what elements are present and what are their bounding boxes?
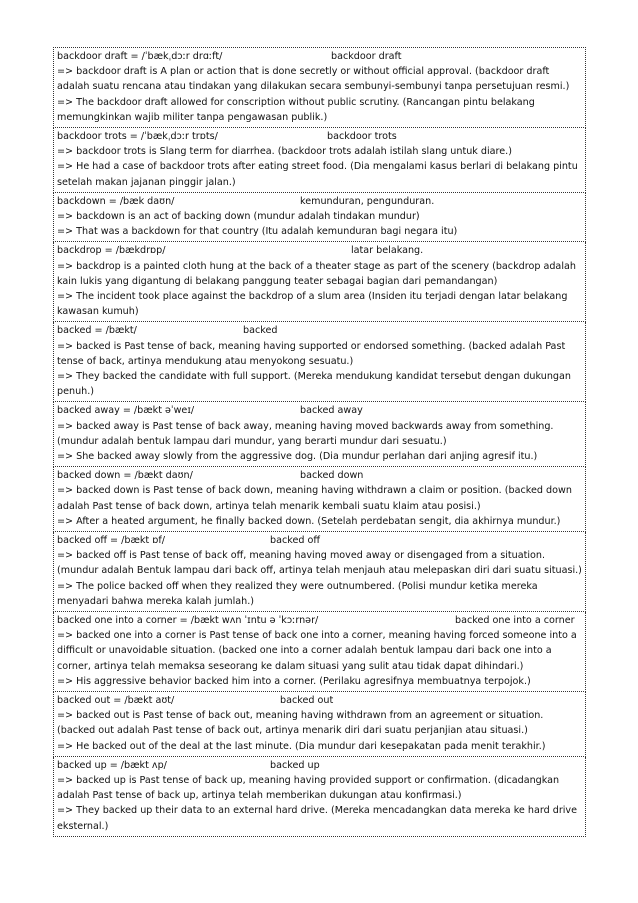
entry-translation: backed out [280,694,334,706]
entry-translation: backed up [270,759,320,771]
entry-definition: => backdoor draft is A plan or action that is done secretly or without official approval. (backdoor draft adalah suatu rencana atau tindakan yang dilakukan secara sembunyi-sembunyi tanpa persetujuan resmi.) [57,66,570,93]
entry-header [57,758,582,773]
entry-example: => After a heated argument, he finally backed down. (Setelah perdebatan sengit, dia akhirnya mundur.) [57,515,561,527]
entry-backdown [53,193,586,243]
entry-term: backdrop = /bækdrɒp/ [57,245,166,257]
entry-backdoor-trots [53,128,586,193]
entry-example: => The incident took place against the backdrop of a slum area (Insiden itu terjadi dengan latar belakang kawasan kumuh) [57,290,568,318]
entry-header [57,194,582,209]
entry-header [57,403,582,418]
entry-example: => He backed out of the deal at the last minute. (Dia mundur dari kesepakatan pada menit terakhir.) [57,740,546,752]
entry-term: backdoor trots = /ˈbækˌdɔːr trɒts/ [57,131,218,142]
entry-definition: => backed one into a corner is Past tense of back one into a corner, meaning having forced someone into a difficult or unavoidable situation. (backed one into a corner adalah bentuk lampau dari back one into a corner, artinya telah memaksa seseorang ke dalam situasi yang sulit atau tidak dapat dihindari.) [57,630,577,672]
entry-definition: => backed off is Past tense of back off, meaning having moved away or disengaged from a situation. (mundur adalah Bentuk lampau dari back off, artinya telah menjauh atau melepaskan diri dari suatu situasi.) [57,550,582,577]
entry-example: => The backdoor draft allowed for conscription without public scrutiny. (Rancangan pintu belakang memungkinkan wajib militer tanpa pengawasan publik.) [57,96,535,123]
vocabulary-page [53,47,586,837]
entry-term: backed off = /bækt ɒf/ [57,534,165,546]
entry-term: backed one into a corner = /bækt wʌn ˈɪntu ə ˈkɔːrnər/ [57,614,319,626]
entry-header [57,243,582,258]
entry-header [57,693,582,708]
entry-example: => His aggressive behavior backed him into a corner. (Perilaku agresifnya membuatnya terpojok.) [57,675,531,687]
entry-definition: => backed out is Past tense of back out, meaning having withdrawn from an agreement or situation. (backed out adalah Past tense of back out, artinya menarik diri dari suatu perjanjian atau situasi.) [57,710,544,737]
entry-header [57,468,582,483]
entry-term: backdoor draft = /ˈbækˌdɔːr drɑːft/ [57,51,223,62]
entry-translation: kemunduran, pengunduran. [300,195,435,207]
entry-definition: => backed up is Past tense of back up, meaning having provided support or confirmation. (dicadangkan adalah Past tense of back up, artinya telah memberikan dukungan atau konfirmasi.) [57,774,560,802]
entry-backed-out [53,692,586,757]
entry-header [57,129,582,144]
entry-example: => That was a backdown for that country (Itu adalah kemunduran bagi negara itu) [57,226,458,238]
entry-term: backed up = /bækt ʌp/ [57,759,167,771]
entry-header [57,613,582,628]
entry-translation: backed [243,325,278,337]
entry-term: backed down = /bækt daʊn/ [57,470,193,482]
entry-translation: backdoor trots [327,131,397,142]
entry-definition: => backdrop is a painted cloth hung at the back of a theater stage as part of the scenery (backdrop adalah kain lukis yang digantung di belakang panggung teater sebagai bagian dari pemandangan) [57,260,576,287]
entry-term: backed away = /bækt əˈweɪ/ [57,405,195,417]
entry-example: => They backed up their data to an external hard drive. (Mereka mencadangkan data mereka ke hard drive eksternal.) [57,805,578,832]
entry-backed-off [53,532,586,612]
entry-backed-up [53,757,586,837]
entry-header [57,533,582,548]
entry-translation: backed away [300,405,363,417]
entry-backed-one-into-a-corner [53,612,586,692]
entry-translation: backed down [300,470,364,482]
entry-header [57,49,582,64]
entry-definition: => backed is Past tense of back, meaning having supported or endorsed something. (backed adalah Past tense of back, artinya mendukung atau menyokong sesuatu.) [57,340,566,367]
entry-header [57,323,582,338]
entry-backed-down [53,467,586,532]
entry-term: backed = /bækt/ [57,325,137,337]
entry-backed [53,322,586,402]
entry-backdoor-draft [53,47,586,128]
entry-translation: backed one into a corner [455,614,575,626]
entry-backdrop [53,242,586,322]
entry-definition: => backed away is Past tense of back away, meaning having moved backwards away from something. (mundur adalah bentuk lampau dari mundur, yang berarti mundur dari sesuatu.) [57,420,554,447]
entry-term: backed out = /bækt aʊt/ [57,694,175,706]
entry-translation: latar belakang. [351,245,424,257]
entry-definition: => backdoor trots is Slang term for diarrhea. (backdoor trots adalah istilah slang untuk diare.) [57,146,512,158]
entry-example: => She backed away slowly from the aggressive dog. (Dia mundur perlahan dari anjing agresif itu.) [57,450,538,462]
entry-translation: backed off [270,534,320,546]
entry-definition: => backed down is Past tense of back down, meaning having withdrawn a claim or position. (backed down adalah Past tense of back down, artinya telah menarik kembali suatu klaim atau posisi.) [57,485,572,512]
entry-term: backdown = /bæk daʊn/ [57,195,175,207]
entry-definition: => backdown is an act of backing down (mundur adalah tindakan mundur) [57,210,420,222]
entry-backed-away [53,402,586,467]
entry-example: => He had a case of backdoor trots after eating street food. (Dia mengalami kasus berlari di belakang pintu setelah makan jajanan pinggir jalan.) [57,161,578,188]
entry-translation: backdoor draft [331,51,402,62]
entry-example: => They backed the candidate with full support. (Mereka mendukung kandidat tersebut dengan dukungan penuh.) [57,370,571,398]
entry-example: => The police backed off when they realized they were outnumbered. (Polisi mundur ketika mereka menyadari bahwa mereka kalah jumlah.) [57,580,538,607]
